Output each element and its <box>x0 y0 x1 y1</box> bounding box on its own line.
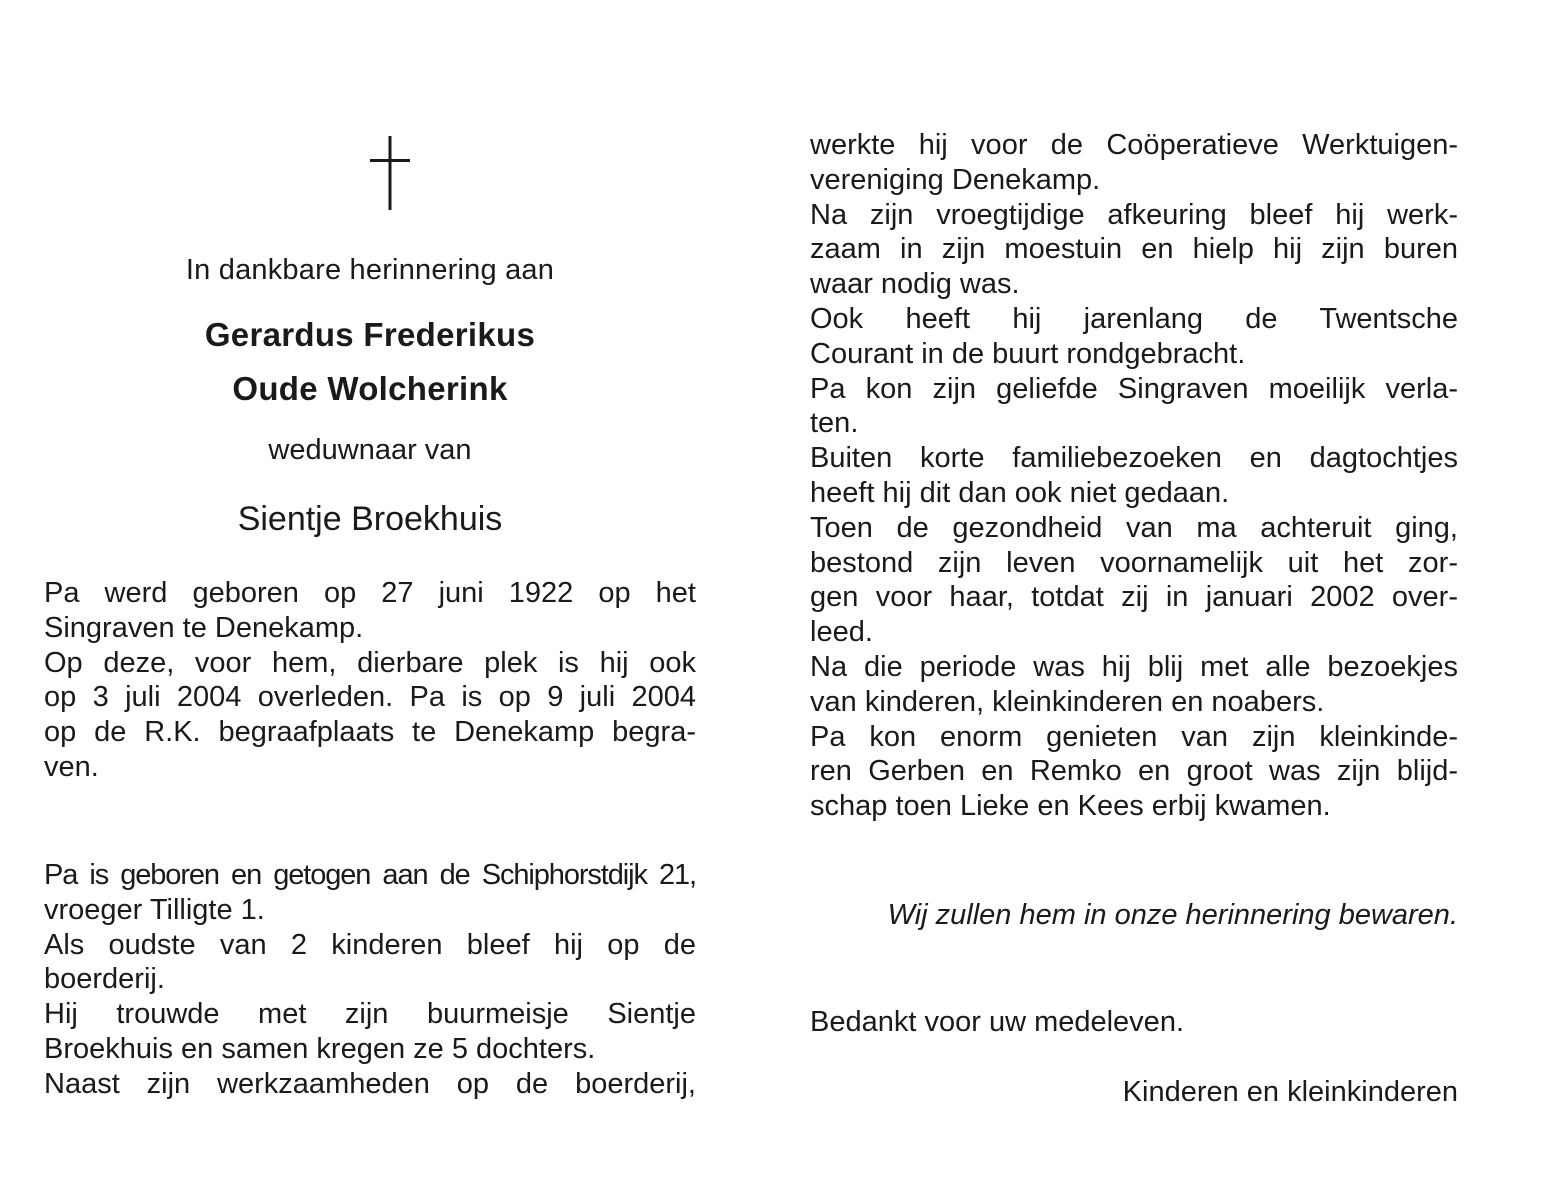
paragraph-line: gen voor haar, totdat zij in januari 2002 over- <box>810 581 1458 614</box>
paragraph-line: leed. <box>810 616 873 649</box>
paragraph-line: vroeger Tilligte 1. <box>44 893 265 926</box>
remembrance-quote: Wij zullen hem in onze herinnering bewaren. <box>887 899 1458 931</box>
thanks-text: Bedankt voor uw medeleven. <box>810 1006 1184 1038</box>
paragraph-line: Singraven te Denekamp. <box>44 611 364 644</box>
paragraph-line: Pa kon zijn geliefde Singraven moeilijk verla- <box>810 372 1458 405</box>
paragraph-line: Buiten korte familiebezoeken en dagtochtjes <box>810 442 1458 475</box>
signature-text: Kinderen en kleinkinderen <box>1122 1076 1458 1108</box>
paragraph-line: ten. <box>810 407 859 440</box>
paragraph-line: Als oudste van 2 kinderen bleef hij op de <box>44 928 696 961</box>
paragraph-line: zaam in zijn moestuin en hielp hij zijn buren <box>810 233 1458 266</box>
paragraph-line: boerderij. <box>44 963 165 996</box>
cross-icon <box>370 136 410 210</box>
widower-of-text: weduwnaar van <box>268 434 472 466</box>
paragraph-line: Pa kon enorm genieten van zijn kleinkinde- <box>810 720 1458 753</box>
paragraph-line: Pa is geboren en getogen aan de Schiphorstdijk 21, <box>44 859 696 891</box>
paragraph-line: op 3 juli 2004 overleden. Pa is op 9 juli 2004 <box>44 681 696 714</box>
deceased-name-line-1: Gerardus Frederikus <box>204 316 536 353</box>
paragraph-line: Na zijn vroegtijdige afkeuring bleef hij werk- <box>810 198 1458 231</box>
paragraph-line: Broekhuis en samen kregen ze 5 dochters. <box>44 1032 596 1065</box>
paragraph-line: Op deze, voor hem, dierbare plek is hij ook <box>44 646 696 679</box>
paragraph-line: Ook heeft hij jarenlang de Twentsche <box>810 302 1458 335</box>
paragraph-line: bestond zijn leven voornamelijk uit het zor- <box>810 546 1458 579</box>
paragraph-line: vereniging Denekamp. <box>810 163 1101 196</box>
paragraph-line: van kinderen, kleinkinderen en noabers. <box>810 685 1325 718</box>
spouse-name: Sientje Broekhuis <box>237 500 503 538</box>
paragraph-line: heeft hij dit dan ook niet gedaan. <box>810 476 1230 509</box>
paragraph-line: Na die periode was hij blij met alle bezoekjes <box>810 650 1458 683</box>
deceased-name-line-2: Oude Wolcherink <box>232 370 508 407</box>
paragraph-line: Toen de gezondheid van ma achteruit ging, <box>810 511 1458 544</box>
paragraph-line: werkte hij voor de Coöperatieve Werktuigen- <box>810 129 1458 161</box>
paragraph-line: Courant in de buurt rondgebracht. <box>810 337 1246 370</box>
birth-death-paragraph <box>44 576 696 785</box>
paragraph-line: schap toen Lieke en Kees erbij kwamen. <box>810 790 1331 823</box>
paragraph-line: Hij trouwde met zijn buurmeisje Sientje <box>44 998 696 1031</box>
paragraph-line: ven. <box>44 750 99 783</box>
paragraph-line: op de R.K. begraafplaats te Denekamp begra- <box>44 716 696 749</box>
paragraph-line: ren Gerben en Remko en groot was zijn blijd- <box>810 755 1458 788</box>
life-story-paragraph <box>44 858 696 1102</box>
paragraph-line: waar nodig was. <box>810 268 1020 301</box>
life-story-continued-paragraph <box>810 128 1458 824</box>
paragraph-line: Pa werd geboren op 27 juni 1922 op het <box>44 577 696 609</box>
paragraph-line: Naast zijn werkzaamheden op de boerderij, <box>44 1067 696 1100</box>
intro-text: In dankbare herinnering aan <box>185 254 555 286</box>
